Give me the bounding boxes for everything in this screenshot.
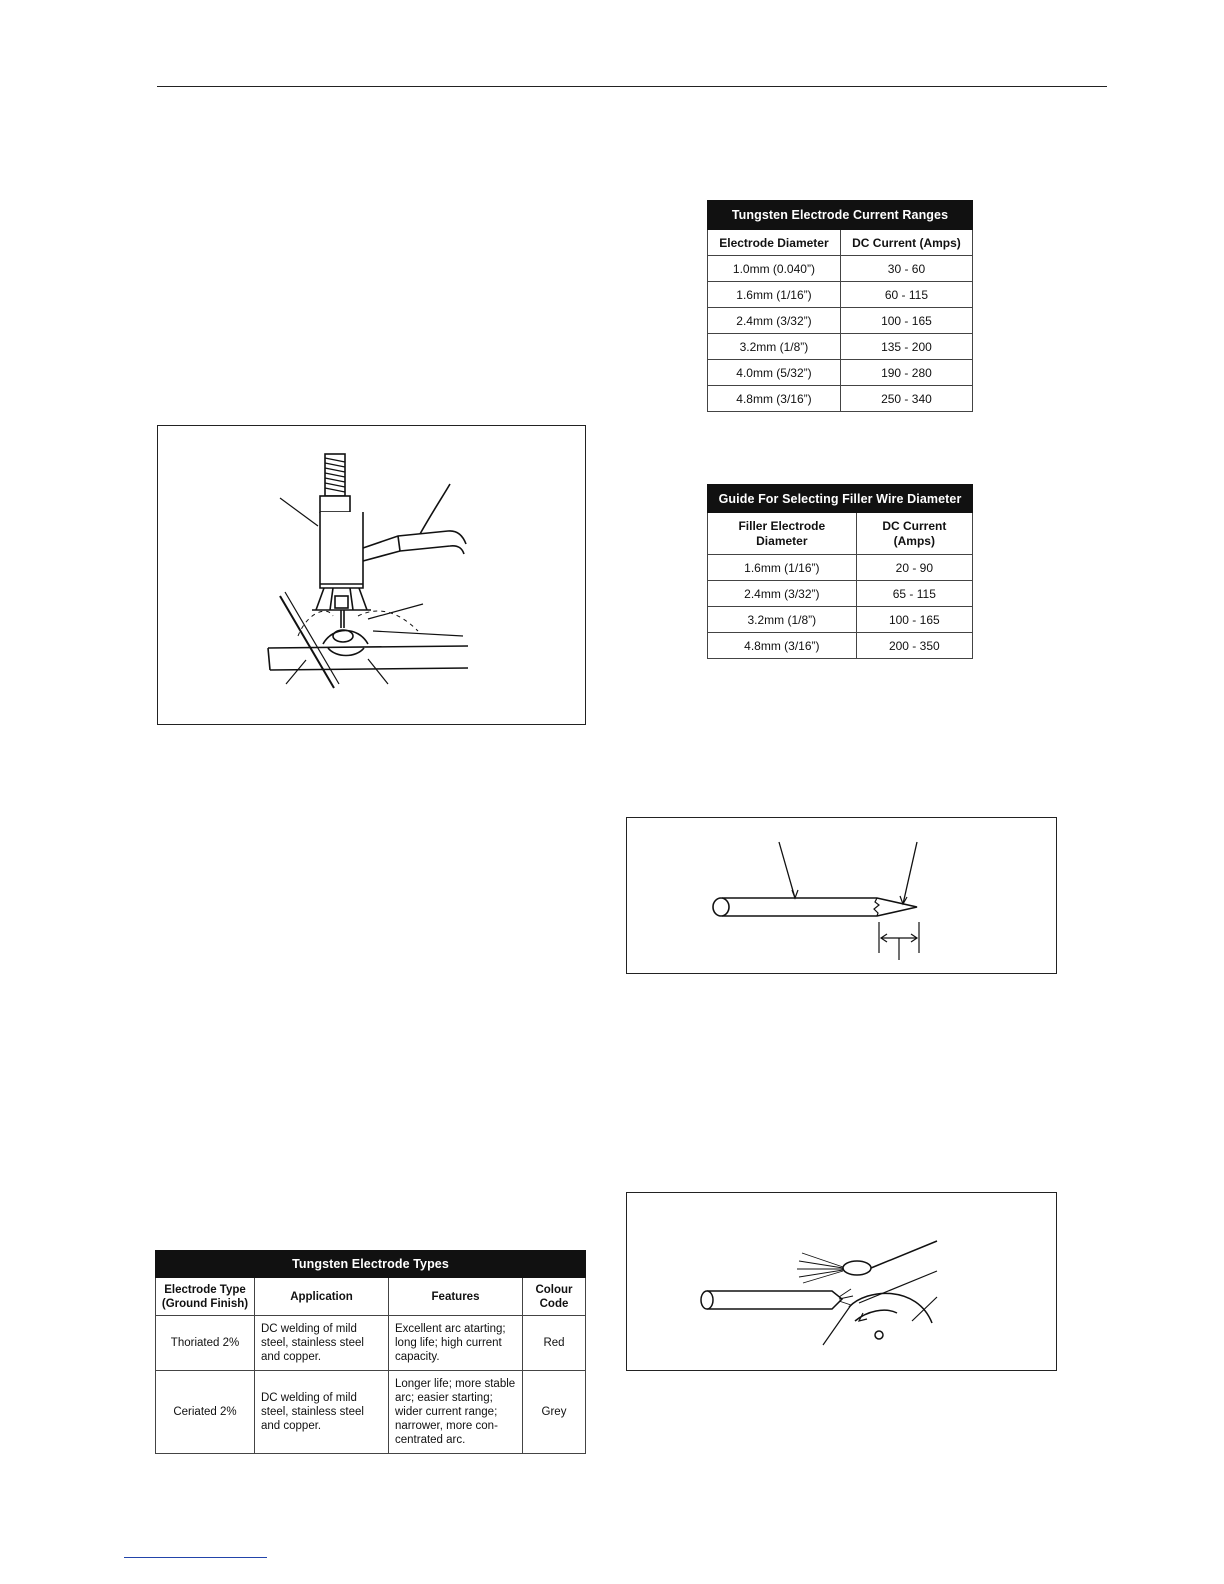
cell-current: 250 - 340 — [840, 386, 972, 412]
cell-current: 190 - 280 — [840, 360, 972, 386]
cell-colour-code: Red — [523, 1316, 586, 1371]
header-rule — [157, 86, 1107, 87]
cell-diameter: 2.4mm (3/32”) — [708, 308, 841, 334]
electrode-tip-illustration — [627, 818, 1056, 973]
table-row — [708, 633, 973, 659]
column-header: Electrode Diameter — [708, 230, 841, 256]
table-row — [156, 1371, 586, 1454]
cell-application: DC welding of mild steel, stainless steel and copper. — [255, 1371, 389, 1454]
cell-diameter: 4.8mm (3/16”) — [708, 386, 841, 412]
cell-current: 100 - 165 — [840, 308, 972, 334]
cell-diameter: 3.2mm (1/8”) — [708, 607, 857, 633]
cell-features: Excellent arc atarting; long life; high current capacity. — [389, 1316, 523, 1371]
table-title: Guide For Selecting Filler Wire Diameter — [708, 485, 973, 513]
table-row — [708, 555, 973, 581]
current-ranges-table — [707, 200, 973, 412]
cell-diameter: 4.0mm (5/32”) — [708, 360, 841, 386]
table-row — [708, 607, 973, 633]
table-row — [708, 581, 973, 607]
column-header: DC Current (Amps) — [856, 513, 972, 555]
cell-diameter: 4.8mm (3/16”) — [708, 633, 857, 659]
grinding-illustration — [627, 1193, 1056, 1370]
table-row — [708, 282, 973, 308]
cell-current: 60 - 115 — [840, 282, 972, 308]
tig-torch-illustration — [158, 426, 585, 724]
column-header: Application — [255, 1278, 389, 1316]
column-header: Electrode Type (Ground Finish) — [156, 1278, 255, 1316]
cell-features: Longer life; more stable arc; easier starting; wider current range; narrower, more con-centrated arc. — [389, 1371, 523, 1454]
electrode-grinding-figure — [626, 1192, 1057, 1371]
electrode-types-table — [155, 1250, 586, 1454]
cell-current: 135 - 200 — [840, 334, 972, 360]
cell-diameter: 1.0mm (0.040”) — [708, 256, 841, 282]
column-header: Features — [389, 1278, 523, 1316]
cell-type: Ceriated 2% — [156, 1371, 255, 1454]
table-row — [708, 386, 973, 412]
table-row — [708, 308, 973, 334]
cell-current: 200 - 350 — [856, 633, 972, 659]
cell-application: DC welding of mild steel, stainless steel and copper. — [255, 1316, 389, 1371]
table-row — [708, 360, 973, 386]
electrode-tip-figure — [626, 817, 1057, 974]
cell-diameter: 1.6mm (1/16”) — [708, 555, 857, 581]
table-title: Tungsten Electrode Types — [156, 1251, 586, 1278]
cell-diameter: 1.6mm (1/16”) — [708, 282, 841, 308]
column-header: Filler Electrode Diameter — [708, 513, 857, 555]
cell-current: 20 - 90 — [856, 555, 972, 581]
footnote-rule — [124, 1557, 267, 1558]
cell-current: 100 - 165 — [856, 607, 972, 633]
cell-colour-code: Grey — [523, 1371, 586, 1454]
cell-diameter: 2.4mm (3/32”) — [708, 581, 857, 607]
cell-current: 30 - 60 — [840, 256, 972, 282]
table-title: Tungsten Electrode Current Ranges — [708, 201, 973, 230]
column-header: Colour Code — [523, 1278, 586, 1316]
cell-diameter: 3.2mm (1/8”) — [708, 334, 841, 360]
table-row — [708, 334, 973, 360]
table-row — [708, 256, 973, 282]
tig-torch-figure — [157, 425, 586, 725]
cell-type: Thoriated 2% — [156, 1316, 255, 1371]
column-header: DC Current (Amps) — [840, 230, 972, 256]
filler-wire-table — [707, 484, 973, 659]
cell-current: 65 - 115 — [856, 581, 972, 607]
table-row — [156, 1316, 586, 1371]
